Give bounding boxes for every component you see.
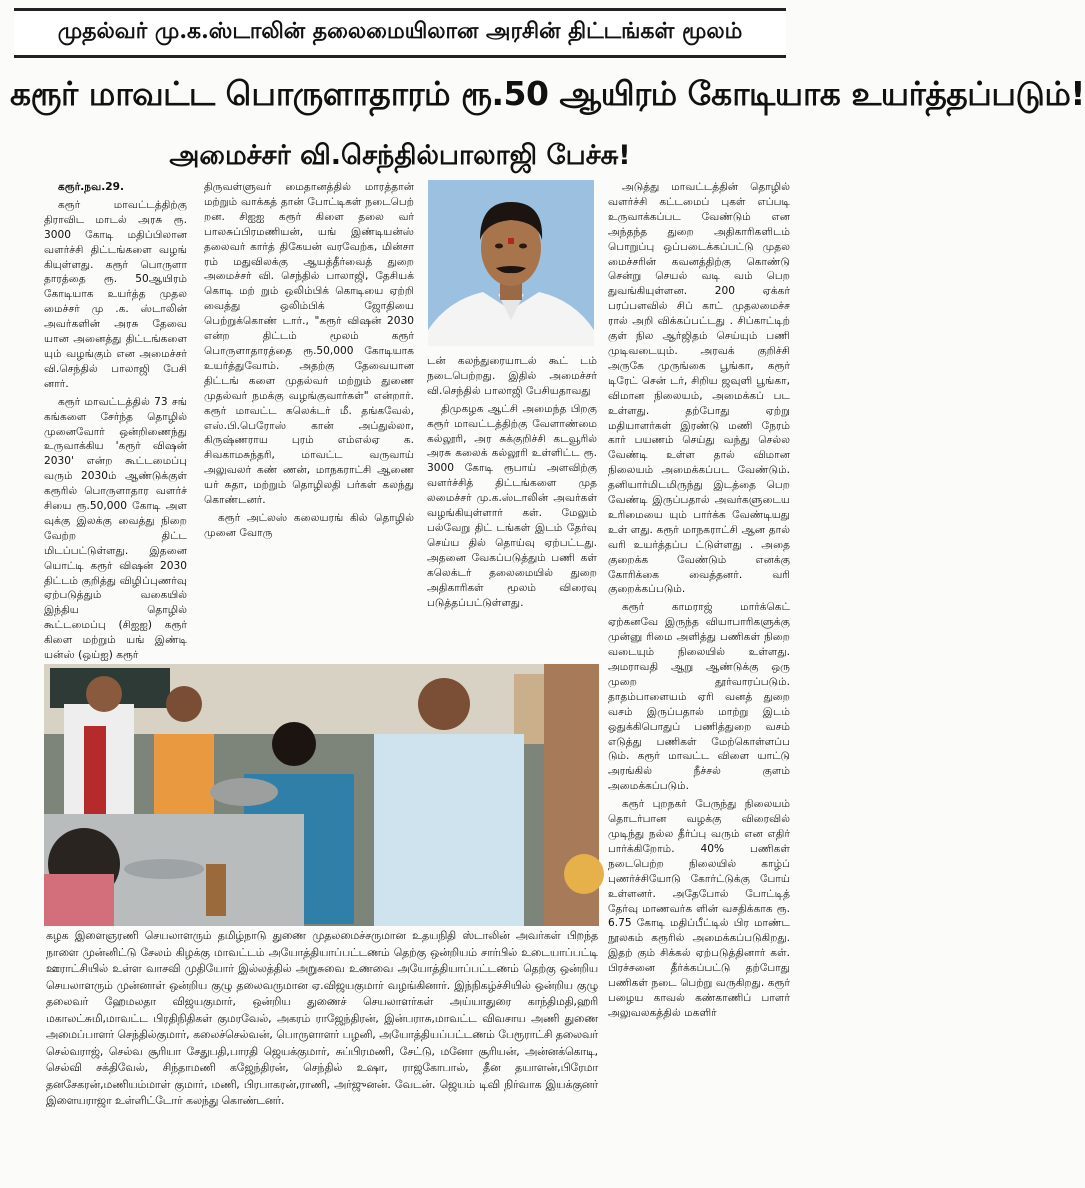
paragraph: அடுத்து மாவட்டத்தின் தொழில் வளர்ச்சி கட்டமைப் புகள் எப்படி உருவாக்கப்பட வேண்டும் என அந்தந்த துறை அதிகாரிகளிடம் பொறுப்பு ஒப்படைக்கப்பட்டு முதல மைச்சரின் கவனத்திற்கு கொண்டு சென்று செயல் வடி வம் பெற துவங்கியுள்ளன. 200 ஏக்கர் பரப்பளவில் சிப் காட் முதலமைச்ச ரால் அறி விக்கப்பட்டது . சிப்காட்டிற் குள் நில ஆர்ஜிதம் செய்யும் பணி முடிவடையும். அரவக் குறிச்சி அருகே முருங்கை பூங்கா, கரூர் டிரேட் சென் டர், சிறிய ஜவுளி பூங்கா, விமான நிலையம், அமைக்கப் பட உள்ளது. தற்போது ஏற்று மதியாளர்கள் இரண்டு மணி நேரம் கார் பயணம் செய்து வந்து செல்ல வேண்டி உள்ள தால் விமான நிலையம் அமைக்கப்பட வேண்டும். தனியார்மிடமிருந்து இடத்தை பெற வேண்டி இருப்பதால் அவர்களுடைய உரிமையை யும் பார்க்க வேண்டியது உள் ளது. கரூர் மாநகராட்சி ஆன தால் வரி உயர்த்தப்ப ட்டுள்ளது . அதை குறைக்க வேண்டும் எனக்கு கோரிக்கை வைத்தனர். வரி குறைக்கப்படும்.: [608, 181, 790, 596]
article-column-1: [44, 180, 187, 662]
portrait-image: [428, 180, 594, 346]
paragraph: கரூர் மாவட்டத்திற்கு திராவிட மாடல் அரசு ரூ. 3000 கோடி மதிப்பிலான வளர்ச்சி திட்டங்களை வழங் கியுள்ளது. கரூர் பொருளா தாரத்தை ரூ. 50ஆயிரம் கோடியாக உயர்த்த முதல மைச்சர் மு .க. ஸ்டாலின் அவர்களின் அரசு தேவை யான அனைத்து திட்டங்களை யும் வழங்கும் என அமைச்சர் வி.செந்தில் பாலாஜி பேசி னார்.: [44, 198, 187, 390]
photo-caption: [46, 928, 598, 1178]
kicker-banner: [14, 8, 786, 58]
paragraph: கரூர் புறநகர் பேருந்து நிலையம் தொடர்பான வழக்கு விரைவில் முடிந்து நல்ல தீர்ப்பு வரும் என எதிர் பார்க்கிறோம். 40% பணிகள் நடைபெற்ற நிலையில் காழ்ப் புணர்ச்சியோடு கோர்ட்டுக்கு போய் உள்ளனர். அதேபோல் போட்டித் தேர்வு மாணவர்க ளின் வசதிக்காக ரூ. 6.75 கோடி மதிப்பீட்டில் பிர மாண்ட நூலகம் கரூரில் அமைக்கப்படுகிறது. இதற் கும் சிக்கல் ஏற்படுத்தினார் கள். பிரச்சனை தீர்க்கப்பட்டு தற்போது பணிகள் நடை பெற்று வருகிறது. கரூர் பழைய காவல் கண்காணிப் பாளர் அலுவலகத்தில் மகளிர்: [608, 798, 790, 1019]
article-column-4: [608, 180, 790, 1180]
paragraph: கரூர் காமராஜ் மார்க்கெட் ஏற்கனவே இருந்த வியாபாரிகளுக்கு முன்னு ரிமை அளித்து பணிகள் நிறை வடையும் நிலையில் உள்ளது. அமராவதி ஆறு ஆண்டுக்கு ஒரு முறை தூர்வாரப்படும். தாதம்பாளையம் ஏரி வனத் துறை வசம் இருப்பதால் மாற்று இடம் ஒதுக்கிபொதுப் பணித்துறை வசம் எடுத்து பணிகள் மேற்கொள்ளப்ப டும். கரூர் மாவட்ட விளை யாட்டு அரங்கில் நீச்சல் குளம் அமைக்கப்படும்.: [608, 601, 790, 793]
kicker-text: முதல்வர் மு.க.ஸ்டாலின் தலைமையிலான அரசின் திட்டங்கள் மூலம்: [57, 18, 743, 44]
paragraph: டன் கலந்துரையாடல் கூட் டம் நடைபெற்றது. இதில் அமைச்சர் வி.செந்தில் பாலாஜி பேசியதாவது: [427, 355, 597, 397]
minister-portrait: [428, 180, 594, 346]
caption-text: கழக இளைஞரணி செயலாளரும் தமிழ்நாடு துணை முதலமைச்சருமான உதயநிதி ஸ்டாலின் அவர்கள் பிறந்த நாளை முன்னிட்டு சேலம் கிழக்கு மாவட்டம் அயோத்தியாப்பட்டணம் தெற்கு ஒன்றியம் சார்பில் உடையாப்பட்டி ஊராட்சியில் உள்ள வாசவி முதியோர் இல்லத்தில் அறுசுவை உணவை அயோத்தியாப்பட்டணம் தெற்கு ஒன்றிய செயலாளரும் முன்னாள் ஒன்றிய குழு தலைவருமான ஏ.விஜயகுமார் வழங்கினார். இந்நிகழ்ச்சியில் ஒன்றிய குழு தலைவர் ஹேமலதா விஜயகுமார், ஒன்றிய துணைச் செயலாளர்கள் அய்யாதுரை காந்திமதி,ஹரி மகாலட்சுமி,மாவட்ட பிரதிநிதிகள் குமரவேல், அகரம் ராஜேந்திரன், இன்பராசு,மாவட்ட விவசாய அணி துணை அமைப்பாளர் செந்தில்குமார், கலைச்செல்வன், பொருளாளர் பழனி, அயோத்தியப்பட்டணம் பேரூராட்சி தலைவர் செல்வராஜ், செல்வ சூரியா சேதுபதி,பாரதி ஜெயக்குமார், சுப்பிரமணி, சேட்டு, மனோ சூரியன், அன்னக்கொடி, செல்வி சக்திவேல், சிந்தாமணி கஜேந்திரன், செந்தில் உஷா, ராஜகோபால், தீன தயாளன்,பிரேமா தனசேகரன்,மணியம்மாள் குமார், மணி, பிரபாகரன்,ராணி, அர்ஜுனன். வேடன். ஜெயம் டிவி நிர்வாக இயக்குனர் இளையராஜா உள்ளிட்டோர் கலந்து கொண்டனர்.: [46, 929, 598, 1107]
headline: கரூர் மாவட்ட பொருளாதாரம் ரூ.50 ஆயிரம் கோடியாக உயர்த்தப்படும்!: [10, 74, 1085, 113]
paragraph: கரூர் மாவட்டத்தில் 73 சங் கங்களை சேர்ந்த தொழில் முனைவோர் ஒன்றிணைந்து உருவாக்கிய 'கரூர் விஷன் 2030' என்ற கூட்டமைப்பு வரும் 2030ம் ஆண்டுக்குள் கரூரில் பொருளாதார வளர்ச் சியை ரூ.50,000 கோடி அள வுக்கு இலக்கு வைத்து நிறை வேற்ற திட்ட மிடப்பட்டுள்ளது. இதனை யொட்டி கரூர் விஷன் 2030 திட்டம் குறித்து விழிப்புணர்வு ஏற்படுத்தும் வகையில் இந்திய தொழில் கூட்டமைப்பு (சிஐஐ) கரூர் கிளை மற்றும் யங் இண்டி யன்ஸ் (ஒய்ஐ) கரூர்: [44, 395, 187, 662]
event-photo: [44, 664, 599, 926]
dateline: கரூர்.நவ.29.: [58, 181, 124, 193]
paragraph: கரூர் அட்லஸ் கலையரங் கில் தொழில் முனை வோரு: [204, 511, 414, 539]
paragraph: திமுகழக ஆட்சி அமைந்த பிறகு கரூர் மாவட்டத்திற்கு வேளாண்மை கல்லூரி, அர சுக்குறிச்சி கடவூரில் அரசு கலைக் கல்லூரி உள்ளிட்ட ரூ. 3000 கோடி ரூபாய் அளவிற்கு வளர்ச்சித் திட்டங்களை முத லமைச்சர் மு.க.ஸ்டாலின் அவர்கள் வழங்கியுள்ளார் கள். மேலும் பல்வேறு திட் டங்கள் இடம் தேர்வு செய்ய தில் தொய்வு ஏற்பட்டது. அதனை வேகப்படுத்தும் பணி கள் கலெக்டர் தலைமையில் துறை அதிகாரிகள் மூலம் விரைவு படுத்தப்பட்டுள்ளது.: [427, 402, 597, 609]
paragraph: திருவள்ளுவர் மைதானத்தில் மாரத்தான் மற்றும் வாக்கத் தான் போட்டிகள் நடைபெற் றன. சிஐஐ கரூர் கிளை தலை வர் பாலசுப்பிரமணியன், யங் இண்டியன்ஸ் தலைவர் கார்த் திகேயன் வரவேற்க, மின்சா ரம் மதுவிலக்கு ஆயத்தீர்வைத் துறை அமைச்சர் வி. செந்தில் பாலாஜி, தேசியக் கொடி மற் றும் ஒலிம்பிக் கொடியை ஏற்றி வைத்து ஒலிம்பிக் ஜோதியை பெற்றுக்கொண் டார்., "கரூர் விஷன் 2030 என்ற திட்டம் மூலம் கரூர் பொருளாதாரத்தை ரூ.50,000 கோடியாக உயர்த்துவோம். அதற்கு தேவையான திட்டங் களை முதல்வர் மற்றும் துணை முதல்வர் நமக்கு வழங்குவார்கள்" என்றார். கரூர் மாவட்ட கலெக்டர் மீ. தங்கவேல், எஸ்.பி.பெரோஸ் கான் அப்துல்லா, கிருஷ்ணராய புரம் எம்எல்ஏ க. சிவகாமசுந்தரி, மாவட்ட வருவாய் அலுவலர் கண் ணன், மாநகராட்சி ஆணை யர் சுதா, மற்றும் தொழிலதி பர்கள் கலந்து கொண்டனர்.: [204, 181, 414, 507]
article-column-3: [427, 354, 597, 652]
subheadline: அமைச்சர் வி.செந்தில்பாலாஜி பேச்சு!: [169, 140, 631, 171]
article-column-2: [204, 180, 414, 652]
event-photo-image: [44, 664, 599, 926]
